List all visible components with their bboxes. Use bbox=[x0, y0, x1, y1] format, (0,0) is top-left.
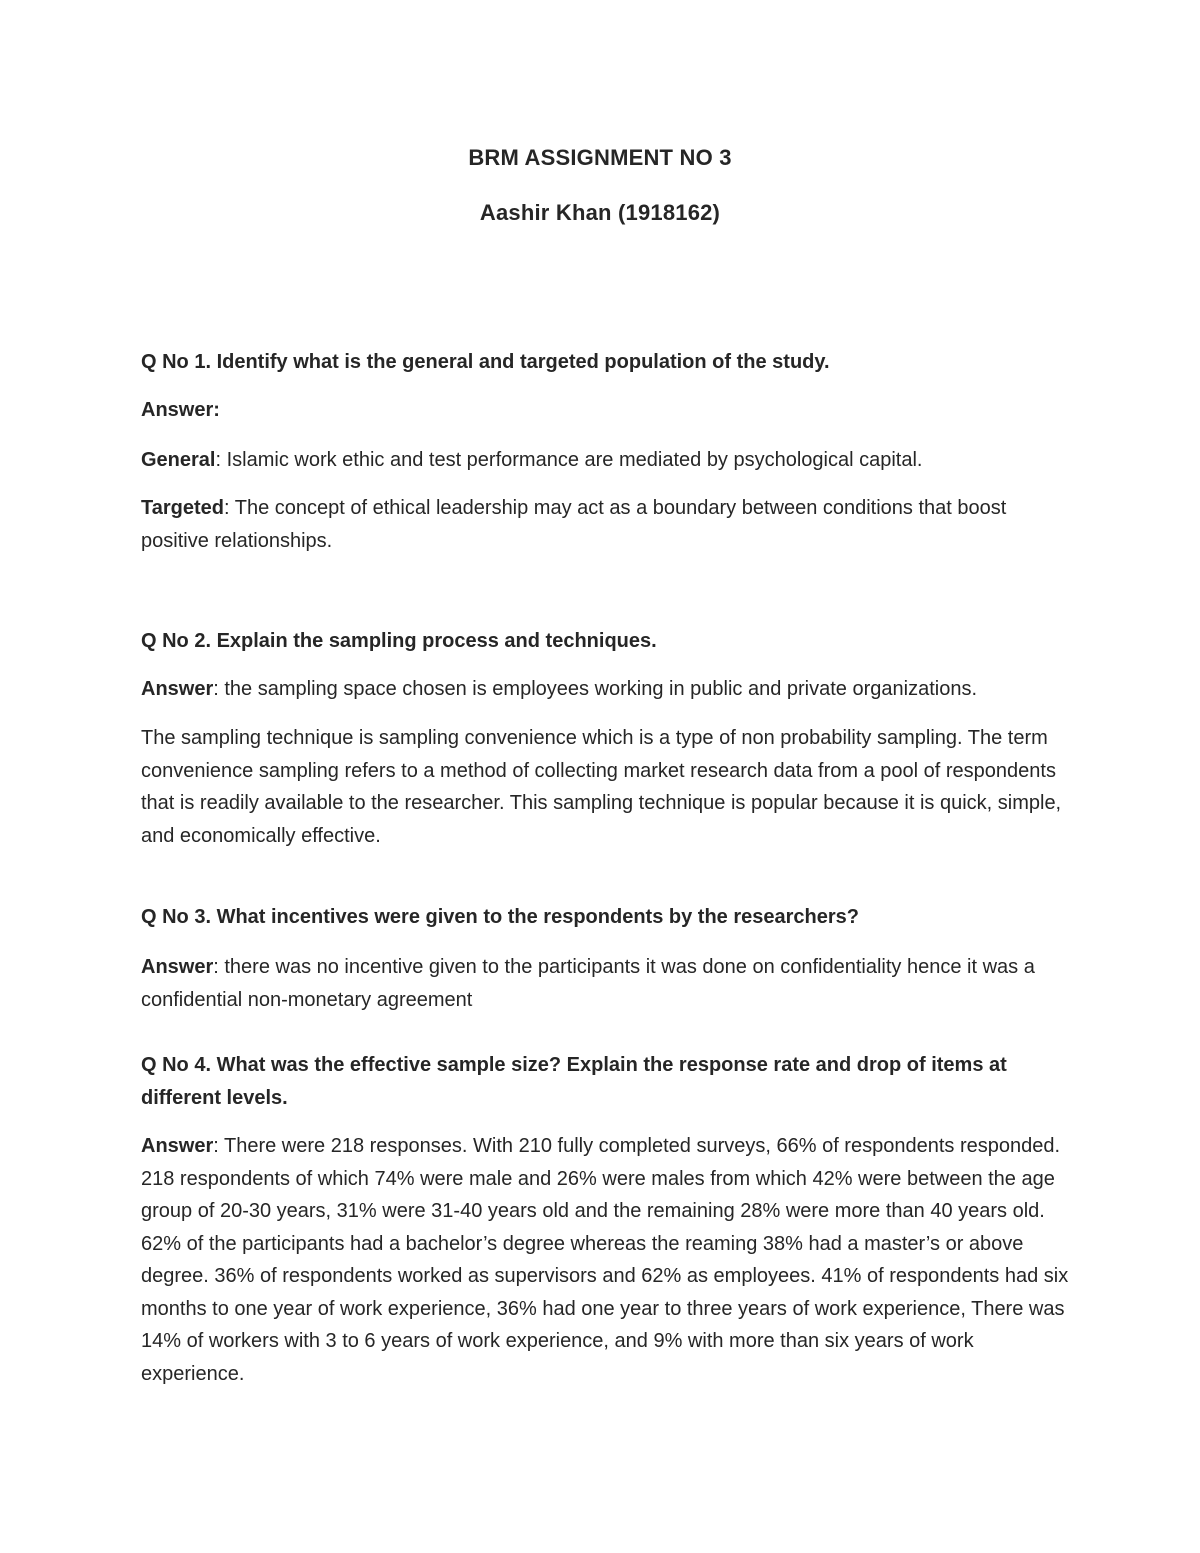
q2-answer bbox=[141, 673, 1071, 706]
q1-answer-label: Answer: bbox=[141, 399, 220, 421]
author-line: Aashir Khan (1918162) bbox=[479, 200, 721, 225]
general-text: : Islamic work ethic and test performance are mediated by psychological capital. bbox=[215, 449, 923, 471]
q1-targeted bbox=[141, 492, 1071, 557]
q4-answer-label: Answer bbox=[141, 1135, 214, 1157]
q2-paragraph: The sampling technique is sampling convenience which is a type of non probability sampling. The term convenience sampling refers to a method of collecting market research data from a pool of respondents that is readily available to the researcher. This sampling technique is popular because it is quick, simple, and economically effective. bbox=[141, 727, 1062, 847]
question-2: Q No 2. Explain the sampling process and techniques. bbox=[141, 630, 657, 652]
q3-answer-label: Answer bbox=[141, 956, 214, 978]
q3-answer-text: : there was no incentive given to the participants it was done on confidentiality hence it was a confidential non-monetary agreement bbox=[141, 956, 1035, 1011]
targeted-label: Targeted bbox=[141, 497, 224, 519]
question-3: Q No 3. What incentives were given to the respondents by the researchers? bbox=[141, 906, 859, 928]
document-title: BRM ASSIGNMENT NO 3 bbox=[468, 145, 732, 170]
question-4: Q No 4. What was the effective sample size? Explain the response rate and drop of items at different levels. bbox=[141, 1054, 1007, 1109]
q2-answer-label: Answer bbox=[141, 678, 214, 700]
q4-answer bbox=[141, 1130, 1071, 1390]
q1-general bbox=[141, 444, 1071, 477]
q2-answer-text: : the sampling space chosen is employees working in public and private organizations. bbox=[213, 678, 978, 700]
question-1: Q No 1. Identify what is the general and targeted population of the study. bbox=[141, 351, 830, 373]
general-label: General bbox=[141, 449, 216, 471]
q4-answer-text: : There were 218 responses. With 210 fully completed surveys, 66% of respondents responded. 218 respondents of which 74% were male and 26% were males from which 42% were between the age group of 20-30 years, 31% were 31-40 years old and the remaining 28% were more than 40 years old. 62% of the participants had a bachelor’s degree whereas the reaming 38% had a master’s or above degree. 36% of respondents worked as supervisors and 62% as employees. 41% of respondents had six months to one year of work experience, 36% had one year to three years of work experience, There was 14% of workers with 3 to 6 years of work experience, and 9% with more than six years of work experience. bbox=[141, 1135, 1069, 1385]
q3-answer bbox=[141, 951, 1071, 1016]
targeted-text: : The concept of ethical leadership may act as a boundary between conditions that boost positive relationships. bbox=[141, 497, 1007, 552]
